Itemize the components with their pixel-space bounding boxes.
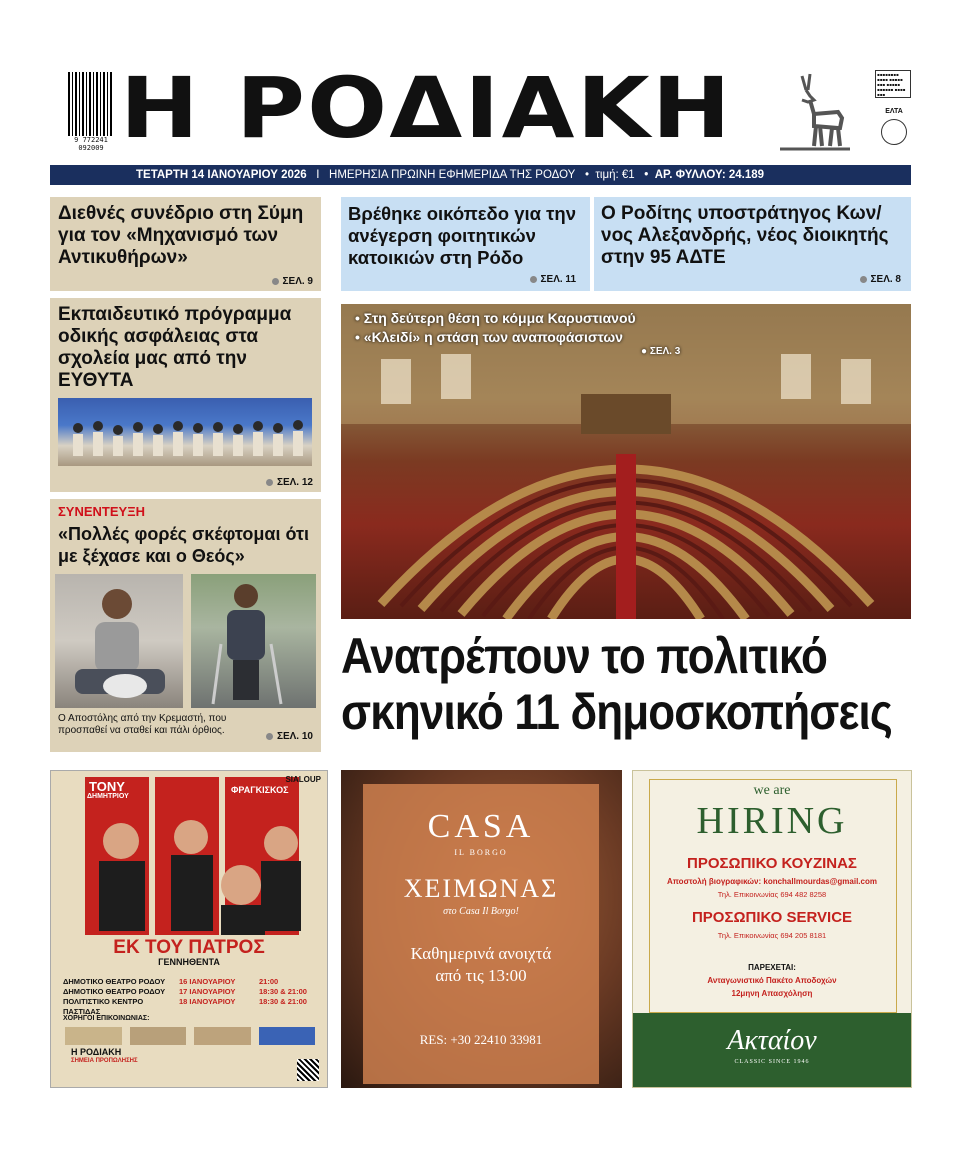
- sponsor-logos: [65, 1027, 315, 1045]
- issue-price: τιμή: €1: [595, 169, 635, 181]
- benefits-label: ΠΑΡΕΧΕΤΑΙ:: [748, 963, 796, 972]
- casa-brand-sub: IL BORGO: [454, 848, 508, 857]
- play-subtitle: ΓΕΝΝΗΘΕΝΤΑ: [158, 957, 220, 967]
- interview-photo-2[interactable]: [191, 574, 316, 708]
- sponsors-label: ΧΟΡΗΓΟΙ ΕΠΙΚΟΙΝΩΝΙΑΣ:: [63, 1015, 150, 1022]
- showtimes-table: [63, 977, 319, 1017]
- casa-il-borgo-ad[interactable]: [341, 770, 622, 1088]
- page-reference[interactable]: ΣΕΛ. 8: [860, 274, 901, 285]
- issue-number: ΑΡ. ΦΥΛΛΟΥ: 24.189: [654, 169, 765, 181]
- lead-page-reference[interactable]: ● ΣΕΛ. 3: [641, 346, 681, 357]
- story-student-housing[interactable]: [341, 197, 590, 291]
- students-photo[interactable]: [58, 398, 312, 466]
- barcode: [68, 72, 114, 150]
- publisher-info-box: ▪▪▪▪▪▪▪▪ ▪▪▪▪ ▪▪▪▪▪ ▪▪▪ ▪▪▪▪▪ ▪▪▪▪▪▪ ▪▪▪▪ ▪▪▪: [875, 70, 911, 98]
- elta-stamp: [878, 106, 910, 156]
- man-with-crutches-image: [191, 574, 316, 708]
- story-headline[interactable]: «Πολλές φορές σκέφτομαι ότι με ξέχασε και ο Θεός»: [58, 524, 309, 566]
- dateline-tagline: ΗΜΕΡΗΣΙΑ ΠΡΩΙΝΗ ΕΦΗΜΕΡΙΔΑ ΤΗΣ ΡΟΔΟΥ: [329, 169, 576, 181]
- aktaion-brand: Ακταίον: [727, 1025, 817, 1056]
- story-new-commander[interactable]: [594, 197, 911, 291]
- parliament-photo[interactable]: [341, 304, 911, 619]
- elta-label: ΕΛΤΑ: [885, 108, 903, 115]
- interview-kicker: ΣΥΝΕΝΤΕΥΞΗ: [58, 504, 145, 519]
- story-headline[interactable]: Βρέθηκε οικόπεδο για την ανέγερση φοιτητικών κατοικιών στη Ρόδο: [348, 203, 577, 268]
- page-reference[interactable]: ΣΕΛ. 12: [266, 477, 313, 488]
- opening-time-text: από τις 13:00: [435, 966, 527, 985]
- showtime-row: ΠΟΛΙΤΙΣΤΙΚΟ ΚΕΝΤΡΟ ΠΑΣΤΙΔΑΣ 18 ΙΑΝΟΥΑΡΙΟΥ 18:30 & 21:00: [63, 997, 307, 1016]
- reservation-phone[interactable]: RES: +30 22410 33981: [419, 1032, 543, 1047]
- story-headline[interactable]: Ο Ροδίτης υποστράτηγος Κων/νος Αλεξανδρής, νέος διοικητής στην 95 ΑΔΤΕ: [601, 203, 889, 268]
- showtime-row: ΔΗΜΟΤΙΚΟ ΘΕΑΤΡΟ ΡΟΔΟΥ 16 ΙΑΝΟΥΑΡΙΟΥ 21:00: [63, 977, 279, 986]
- hiring-ad[interactable]: [632, 770, 912, 1088]
- open-daily-text: Καθημερινά ανοιχτά: [410, 944, 552, 963]
- cv-email[interactable]: Αποστολή βιογραφικών: konchallmourdas@gmail.com: [667, 877, 877, 886]
- actor-name-1: TONY: [89, 779, 125, 794]
- kitchen-phone[interactable]: Τηλ. Επικοινωνίας 694 482 8258: [717, 890, 827, 899]
- lead-bullet-1[interactable]: • Στη δεύτερη θέση το κόμμα Καρυστιανού: [355, 310, 636, 326]
- story-headline[interactable]: Εκπαιδευτικό πρόγραμμα οδικής ασφάλειας στα σχολεία μας από την ΕΥΘΥΤΑ: [58, 304, 292, 391]
- story-road-safety[interactable]: [50, 298, 321, 492]
- actor-name-3: ΦΡΑΓΚΙΣΚΟΣ: [231, 785, 289, 795]
- children-group-image: [58, 398, 312, 466]
- dateline-bar: ΤΕΤΑΡΤΗ 14 ΙΑΝΟΥΑΡΙΟΥ 2026 Ι ΗΜΕΡΗΣΙΑ ΠΡΩΙΝΗ ΕΦΗΜΕΡΙΔΑ ΤΗΣ ΡΟΔΟΥ • τιμή: €1 • ΑΡ. ΦΥΛΛΟΥ: 24.189: [50, 165, 911, 185]
- story-headline[interactable]: Διεθνές συνέδριο στη Σύμη για τον «Μηχανισμό των Αντικυθήρων»: [58, 203, 304, 268]
- deer-logo-icon: [780, 66, 850, 152]
- newspaper-title[interactable]: Η ΡΟΔΙΑΚΗ: [120, 59, 733, 157]
- man-sitting-image: [55, 574, 183, 708]
- actors-image: [81, 807, 301, 937]
- lead-bullet-2[interactable]: • «Κλειδί» η στάση των αναποφάσιστων: [355, 329, 623, 345]
- parliament-chamber-image: [341, 304, 911, 619]
- page-reference[interactable]: ΣΕΛ. 10: [266, 731, 313, 742]
- play-title: ΕΚ ΤΟΥ ΠΑΤΡΟΣ: [113, 937, 265, 958]
- media-sponsor-brand: Η ΡΟΔΙΑΚΗ: [71, 1047, 122, 1057]
- story-symi[interactable]: [50, 197, 321, 291]
- winter-heading: ΧΕΙΜΩΝΑΣ: [403, 874, 559, 903]
- theatre-ad[interactable]: [50, 770, 328, 1088]
- service-phone[interactable]: Τηλ. Επικοινωνίας 694 205 8181: [717, 931, 827, 940]
- page-reference[interactable]: ΣΕΛ. 9: [272, 276, 313, 287]
- presale-points-label: ΣΗΜΕΙΑ ΠΡΟΠΩΛΗΣΗΣ: [71, 1058, 138, 1064]
- aktaion-brand-sub: CLASSIC SINCE 1946: [734, 1059, 810, 1065]
- hiring-title: HIRING: [696, 800, 848, 842]
- postage-circle-icon: [881, 119, 907, 145]
- interview-photo-1[interactable]: [55, 574, 183, 708]
- story-interview[interactable]: [50, 499, 321, 752]
- winter-subheading: στο Casa Il Borgo!: [443, 906, 519, 917]
- service-staff-role: ΠΡΟΣΩΠΙΚΟ SERVICE: [691, 909, 853, 926]
- hiring-kicker: we are: [753, 783, 791, 798]
- benefit-salary: Ανταγωνιστικό Πακέτο Αποδοχών: [707, 976, 837, 985]
- page-reference[interactable]: ΣΕΛ. 11: [530, 274, 576, 285]
- dateline-separator: Ι: [316, 169, 320, 181]
- casa-brand: CASA: [427, 808, 535, 845]
- lead-headline-line-1[interactable]: Ανατρέπουν το πολιτικό: [341, 628, 828, 684]
- showtime-row: ΔΗΜΟΤΙΚΟ ΘΕΑΤΡΟ ΡΟΔΟΥ 17 ΙΑΝΟΥΑΡΙΟΥ 18:30 & 21:00: [63, 987, 307, 996]
- photo-caption: Ο Αποστόλης από την Κρεμαστή, που προσπαθεί να σταθεί και πάλι όρθιος.: [58, 713, 227, 736]
- qr-code-icon[interactable]: [297, 1059, 319, 1081]
- issue-date: ΤΕΤΑΡΤΗ 14 ΙΑΝΟΥΑΡΙΟΥ 2026: [136, 169, 307, 181]
- actor-name-2: ΔΗΜΗΤΡΙΟΥ: [87, 793, 129, 800]
- barcode-number: 9 772241 092009: [68, 136, 114, 152]
- lead-headline-line-2[interactable]: σκηνικό 11 δημοσκοπήσεις: [341, 684, 892, 740]
- lead-headline[interactable]: [341, 628, 922, 740]
- sponsor-label: SIALOUP: [285, 775, 321, 784]
- benefit-employment: 12μηνη Απασχόληση: [731, 989, 813, 998]
- kitchen-staff-role: ΠΡΟΣΩΠΙΚΟ ΚΟΥΖΙΝΑΣ: [687, 855, 857, 872]
